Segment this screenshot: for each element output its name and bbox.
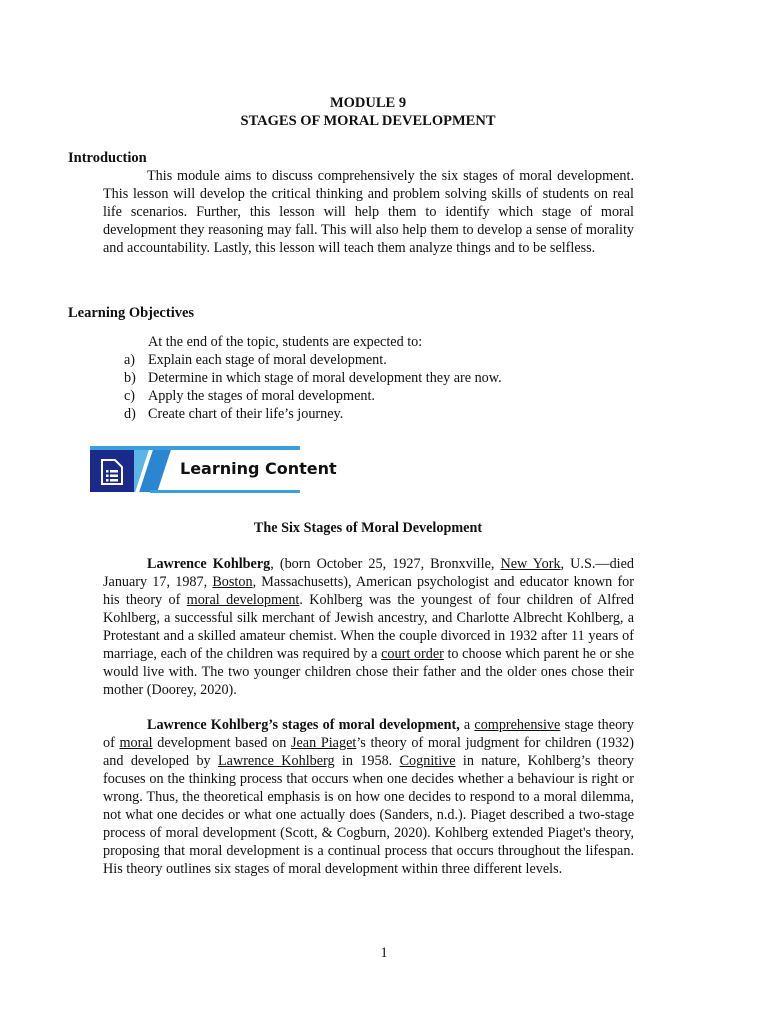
objectives-intro: At the end of the topic, students are expected to:: [148, 334, 423, 350]
list-marker: b): [124, 370, 136, 386]
list-item: [124, 351, 502, 369]
text-run: , Massachusetts), American psychologist and educator known for his theory of: [103, 574, 634, 608]
list-item: [124, 369, 502, 387]
banner-icon-box: [90, 450, 134, 492]
introduction-heading: Introduction: [68, 150, 147, 166]
objectives-heading: Learning Objectives: [68, 305, 195, 321]
list-item-text: Explain each stage of moral development.: [148, 352, 387, 368]
section-title: The Six Stages of Moral Development: [253, 520, 483, 536]
link-court-order[interactable]: court order: [381, 646, 444, 662]
document-list-icon: [100, 459, 124, 485]
list-marker: a): [124, 352, 136, 368]
list-item: [124, 387, 502, 405]
list-marker: d): [124, 406, 136, 422]
link-comprehensive[interactable]: comprehensive: [474, 717, 561, 733]
list-item-text: Apply the stages of moral development.: [148, 388, 375, 404]
text-run: to choose which parent he or she would live with. The two younger children chose their father and the older ones chose their mother (Doorey, 2020).: [103, 646, 634, 698]
introduction-paragraph: This module aims to discuss comprehensively the six stages of moral development. This lesson will develop the critical thinking and problem solving skills of students on real life scenarios. Further, this lesson will help them to identify which stage of moral development they reasoning may fall. This will also help them to develop a sense of morality and accountability. Lastly, this lesson will teach them analyze things and to be selfless.: [103, 168, 634, 256]
kohlberg-stages-paragraph: [103, 716, 634, 878]
link-cognitive[interactable]: Cognitive: [399, 753, 456, 769]
person-name: Lawrence Kohlberg: [147, 556, 271, 572]
module-title: STAGES OF MORAL DEVELOPMENT: [240, 113, 496, 129]
link-moral-development[interactable]: moral development: [186, 592, 300, 608]
learning-content-banner: [90, 446, 337, 494]
list-item: [124, 405, 502, 423]
list-item-text: Create chart of their life’s journey.: [148, 406, 344, 422]
objectives-list: [124, 351, 502, 423]
link-jean-piaget[interactable]: Jean Piaget: [290, 735, 357, 751]
link-boston[interactable]: Boston: [212, 574, 253, 590]
text-run: in nature, Kohlberg’s theory focuses on the thinking process that occurs when one decides whether a behaviour is right or wrong. Thus, the theoretical emphasis is on how one decides to respond to a moral dilemma, not what one decides or what one actually does (Sanders, n.d.). Piaget described a two-stage process of moral development (Scott, & Cogburn, 2020). Kohlberg extended Piaget's theory, proposing that moral development is a continual process that occurs throughout the lifespan. His theory outlines six stages of moral development within three different levels.: [103, 753, 634, 877]
text-run: , (born October 25, 1927, Bronxville,: [270, 556, 501, 572]
text-run: in 1958.: [334, 753, 400, 769]
text-run: , U.S.—died January 17, 1987,: [103, 556, 635, 590]
link-lawrence-kohlberg[interactable]: Lawrence Kohlberg: [218, 753, 335, 769]
link-moral[interactable]: moral: [119, 735, 153, 751]
list-item-text: Determine in which stage of moral development they are now.: [148, 370, 502, 386]
lead-text: Lawrence Kohlberg’s stages of moral development,: [147, 717, 460, 733]
banner-bottom-stripe: [150, 490, 300, 493]
list-marker: c): [124, 388, 136, 404]
kohlberg-bio-paragraph: [103, 555, 634, 699]
banner-label: Learning Content: [180, 459, 337, 478]
text-run: . Kohlberg was the youngest of four children of Alfred Kohlberg, a successful silk merchant of Jewish ancestry, and Charlotte Albrecht Kohlberg, a Protestant and a skilled amateur chemist. When the couple divorced in 1932 after 11 years of marriage, each of the children was required by a: [103, 592, 634, 662]
module-title-block: [0, 94, 736, 130]
page-number: 1: [380, 945, 388, 961]
text-run: a: [459, 717, 475, 733]
module-number: MODULE 9: [329, 95, 407, 111]
text-run: development based on: [152, 735, 291, 751]
link-new-york[interactable]: New York: [500, 556, 561, 572]
text-run: stage theory of: [103, 717, 634, 751]
text-run: ’s theory of moral judgment for children (1932) and developed by: [103, 735, 634, 769]
